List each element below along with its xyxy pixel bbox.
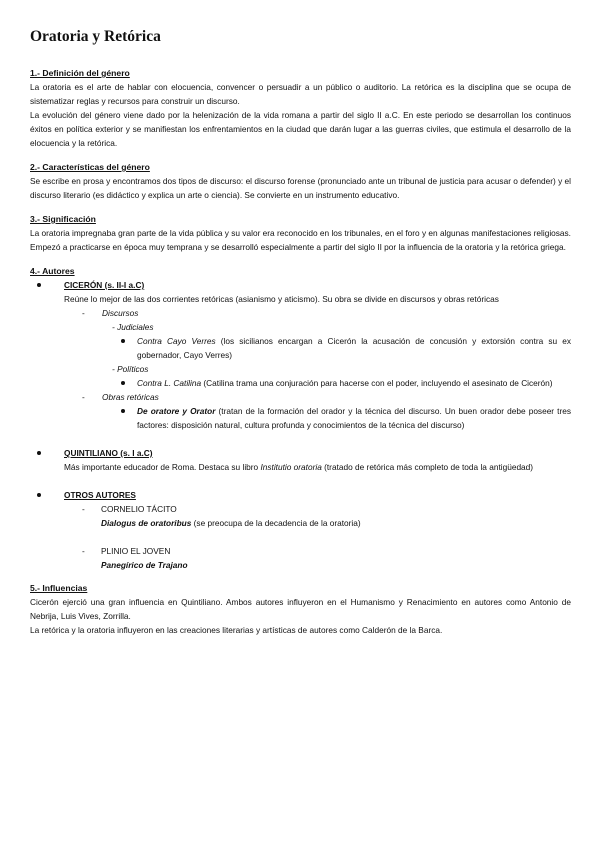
description-text: (tratado de retórica más completo de toda la antigüedad) (321, 462, 534, 472)
work-panegirico (30, 558, 571, 572)
bullet-icon (121, 381, 125, 385)
subitem-politicos (30, 362, 571, 376)
bullet-icon (37, 451, 41, 455)
subitem-label: - Políticos (112, 364, 149, 374)
work-contra-catilina (30, 376, 571, 390)
subitem-label: - Judiciales (112, 322, 154, 332)
subitem-label: Discursos (102, 308, 139, 318)
section-autores (30, 265, 571, 572)
paragraph: Se escribe en prosa y encontramos dos tipos de discurso: el discurso forense (pronunciado ante un tribunal de justicia para acusar o defender) y el discurso literario (es didáctico y explica un arte o ciencia). Se convierte en un instrumento educativo. (30, 176, 571, 200)
author-name: PLINIO EL JOVEN (101, 546, 171, 556)
author-description: Reúne lo mejor de las dos corrientes retóricas (asianismo y aticismo). Su obra se divide en discursos y obras retóricas (64, 294, 499, 304)
bullet-icon (121, 409, 125, 413)
section-caracteristicas (30, 161, 571, 202)
document-page (30, 28, 571, 648)
work-description: (se preocupa de la decadencia de la oratoria) (191, 518, 361, 528)
bullet-icon (121, 339, 125, 343)
section-significacion (30, 213, 571, 254)
dash-icon: - (82, 504, 85, 514)
work-title: Dialogus de oratoribus (101, 518, 192, 528)
work-description: (Catilina trama una conjuración para hacerse con el poder, incluyendo el asesinato de Cicerón) (201, 378, 553, 388)
subitem-discursos (30, 306, 571, 320)
work-title: Contra Cayo Verres (137, 336, 216, 346)
section-heading: 2.- Características del género (30, 162, 150, 172)
paragraph: La oratoria impregnaba gran parte de la vida pública y su valor era reconocido en los tribunales, en el foro y en algunas manifestaciones religiosas. Empezó a practicarse en época muy temprana y se desarrolló especialmente a partir del siglo II por la influencia de la oratoria y la retórica griega. (30, 228, 571, 252)
work-description: (tratan de la formación del orador y la técnica del discurso. Un buen orador debe poseer tres factores: disposición natural, cultura profunda y conocimientos de la técnica del discurso) (137, 406, 571, 430)
paragraph: La retórica y la oratoria influyeron en las creaciones literarias y artísticas de autores como Calderón de la Barca. (30, 625, 443, 635)
paragraph: La evolución del género viene dado por la helenización de la vida romana a partir del siglo II a.C. En este periodo se desarrollan los continuos éxitos en política exterior y se manifiestan los enfrentamientos en la ciudad que darán lugar a las guerras civiles, que estimula el desarrollo de la elocuencia y la retórica. (30, 110, 571, 148)
bullet-icon (37, 283, 41, 287)
dash-icon: - (82, 392, 85, 402)
section-heading: 4.- Autores (30, 266, 75, 276)
section-influencias (30, 582, 571, 637)
dash-icon: - (82, 546, 85, 556)
section-heading: 5.- Influencias (30, 583, 88, 593)
author-name: OTROS AUTORES (64, 490, 136, 500)
author-name: CICERÓN (s. II-I a.C) (64, 280, 145, 290)
author-description (30, 460, 571, 474)
subitem-judiciales (30, 320, 571, 334)
paragraph: Cicerón ejerció una gran influencia en Quintiliano. Ambos autores influyeron en el Humanismo y Renacimiento en autores como Antonio de Nebrija, Luis Vives, Zorrilla. (30, 597, 571, 621)
author-ciceron (30, 278, 571, 292)
dash-icon: - (82, 308, 85, 318)
author-quintiliano (30, 446, 571, 460)
author-otros (30, 488, 571, 502)
work-description: (los sicilianos encargan a Cicerón la acusación de concusión y extorsión contra su ex gobernador, Cayo Verres) (137, 336, 571, 360)
section-definicion (30, 67, 571, 150)
work-title: De oratore y Orator (137, 406, 216, 416)
author-name: QUINTILIANO (s. I a.C) (64, 448, 153, 458)
book-title: Institutio oratoria (260, 462, 322, 472)
document-title: Oratoria y Retórica (30, 28, 161, 45)
work-contra-verres (30, 334, 571, 362)
work-title: Panegírico de Trajano (101, 560, 188, 570)
paragraph: La oratoria es el arte de hablar con elocuencia, convencer o persuadir a un público o auditorio. La retórica es la disciplina que se ocupa de sistematizar reglas y recursos para construir un discurso. (30, 82, 571, 106)
section-heading: 3.- Significación (30, 214, 96, 224)
work-title: Contra L. Catilina (137, 378, 202, 388)
author-name: CORNELIO TÁCITO (101, 504, 177, 514)
work-de-oratore (30, 404, 571, 432)
work-dialogus (30, 516, 571, 530)
author-tacito (30, 502, 571, 516)
section-heading: 1.- Definición del género (30, 68, 130, 78)
subitem-obras-retoricas (30, 390, 571, 404)
author-plinio (30, 544, 571, 558)
subitem-label: Obras retóricas (102, 392, 159, 402)
description-text: Más importante educador de Roma. Destaca su libro (64, 462, 261, 472)
bullet-icon (37, 493, 41, 497)
